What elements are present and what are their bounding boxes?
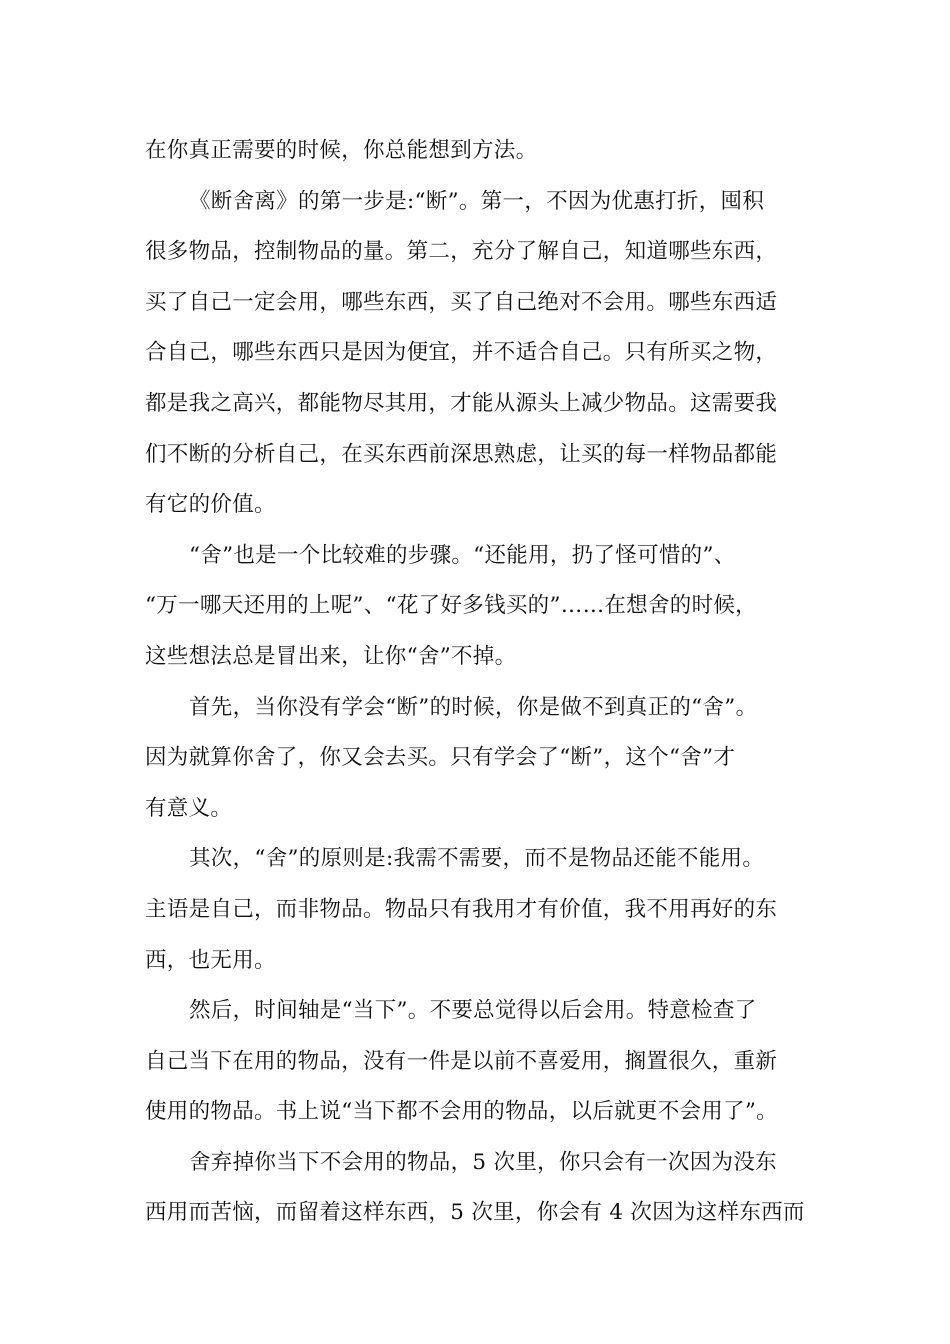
text-line: 主语是自己，而非物品。物品只有我用才有价值，我不用再好的东 [145,896,778,922]
paragraph-first-line: 其次，“舍”的原则是:我需不需要，而不是物品还能不能用。 [189,846,765,872]
text-line: 西，也无用。 [145,947,276,973]
text-line: 合自己，哪些东西只是因为便宜，并不适合自己。只有所买之物， [145,340,778,366]
document-body [145,126,835,1239]
text-line: 这些想法总是冒出来，让你“舍”不掉。 [145,643,517,669]
paragraph-first-line: 然后，时间轴是“当下”。不要总觉得以后会用。特意检查了 [189,998,757,1024]
text-line: 都是我之高兴，都能物尽其用，才能从源头上减少物品。这需要我 [145,390,778,416]
text-line: 有意义。 [145,795,233,821]
paragraph-first-line: 首先，当你没有学会“断”的时候，你是做不到真正的“舍”。 [189,694,758,720]
text-line: “万一哪天还用的上呢”、“花了好多钱买的”……在想舍的时候， [145,593,757,619]
paragraph-first-line: 舍弃掉你当下不会用的物品，5 次里，你只会有一次因为没东 [189,1149,777,1175]
paragraph-first-line: 《断舍离》的第一步是:“断”。第一，不因为优惠打折，囤积 [189,188,765,214]
text-line: 自己当下在用的物品，没有一件是以前不喜爱用，搁置很久，重新 [145,1048,778,1074]
text-line: 在你真正需要的时候，你总能想到方法。 [145,138,538,163]
paragraph-first-line: “舍”也是一个比较难的步骤。“还能用，扔了怪可惜的”、 [189,542,736,568]
text-line: 买了自己一定会用，哪些东西，买了自己绝对不会用。哪些东西适 [145,289,778,315]
text-line: 们不断的分析自己，在买东西前深思熟虑，让买的每一样物品都能 [145,441,778,467]
text-line: 使用的物品。书上说“当下都不会用的物品，以后就更不会用了”。 [145,1099,778,1125]
text-line: 西用而苦恼，而留着这样东西，5 次里，你会有 4 次因为这样东西而 [145,1200,805,1226]
text-line: 有它的价值。 [145,492,276,518]
text-line: 因为就算你舍了，你又会去买。只有学会了“断”，这个“舍”才 [145,745,736,771]
text-line: 很多物品，控制物品的量。第二，充分了解自己，知道哪些东西， [145,239,778,265]
